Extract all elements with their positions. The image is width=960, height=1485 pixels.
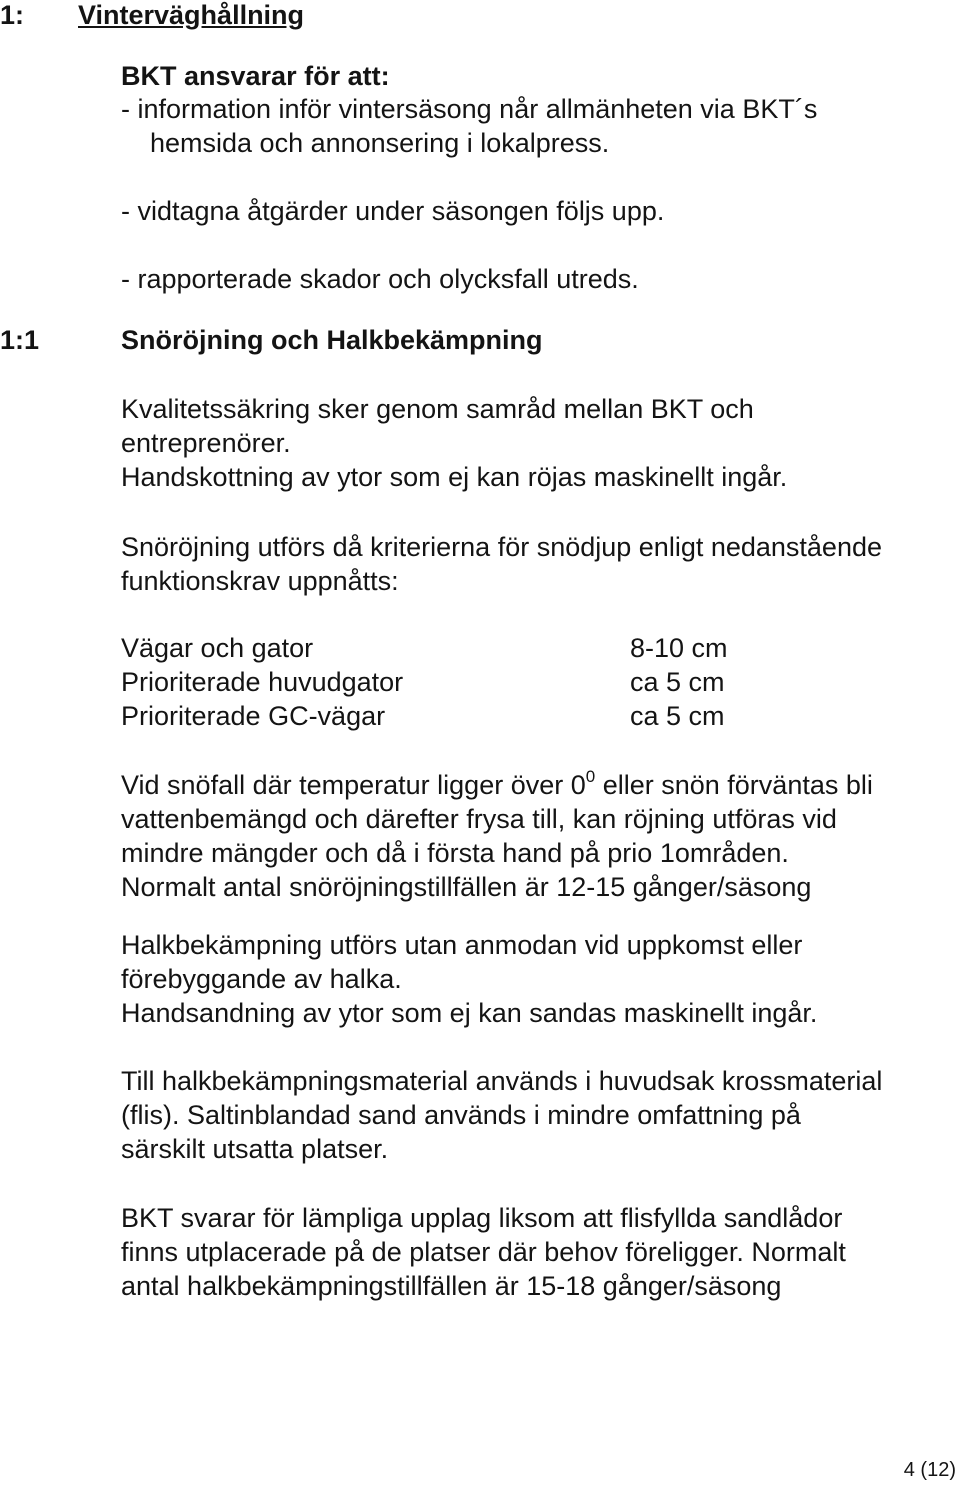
criteria-row-label: Vägar och gator [121, 633, 314, 663]
subsection-title: Snöröjning och Halkbekämpning [121, 325, 543, 355]
snowfall-line-1-end: eller snön förväntas bli [595, 770, 873, 800]
quality-line-3: Handskottning av ytor som ej kan röjas maskinellt ingår. [121, 462, 788, 492]
snowfall-line-1-start: Vid snöfall där temperatur ligger över 0 [121, 770, 586, 800]
quality-line-1: Kvalitetssäkring sker genom samråd mellan BKT och [121, 394, 754, 424]
snowfall-line-2: vattenbemängd och därefter frysa till, kan röjning utföras vid [121, 804, 837, 834]
snowfall-line-4: Normalt antal snöröjningstillfällen är 12-15 gånger/säsong [121, 872, 812, 902]
storage-line-2: finns utplacerade på de platser där behov föreligger. Normalt [121, 1237, 846, 1267]
bkt-item-1-line-2: hemsida och annonsering i lokalpress. [150, 128, 610, 158]
bkt-heading: BKT ansvarar för att: [121, 61, 390, 91]
subsection-number: 1:1 [0, 325, 40, 355]
halk-line-3: Handsandning av ytor som ej kan sandas maskinellt ingår. [121, 998, 818, 1028]
halk-line-1: Halkbekämpning utförs utan anmodan vid uppkomst eller [121, 930, 803, 960]
section-title: Vinterväghållning [78, 0, 305, 30]
snowfall-line-3: mindre mängder och då i första hand på prio 1områden. [121, 838, 789, 868]
criteria-row-value: ca 5 cm [630, 701, 725, 731]
criteria-row-label: Prioriterade GC-vägar [121, 701, 386, 731]
page-number: 4 (12) [903, 1459, 956, 1481]
material-line-2: (flis). Saltinblandad sand används i mindre omfattning på [121, 1100, 801, 1130]
bkt-item-1-line-1: - information inför vintersäsong når allmänheten via BKT´s [121, 94, 818, 124]
criteria-row-label: Prioriterade huvudgator [121, 667, 404, 697]
storage-line-1: BKT svarar för lämpliga upplag liksom att flisfyllda sandlådor [121, 1203, 843, 1233]
criteria-line-1: Snöröjning utförs då kriterierna för snödjup enligt nedanstående [121, 532, 882, 562]
bkt-item-2: - vidtagna åtgärder under säsongen följs upp. [121, 196, 665, 226]
criteria-row-value: ca 5 cm [630, 667, 725, 697]
criteria-line-2: funktionskrav uppnåtts: [121, 566, 399, 596]
section-number: 1: [0, 0, 25, 30]
degree-superscript: 0 [585, 767, 596, 786]
quality-line-2: entreprenörer. [121, 428, 291, 458]
criteria-row-value: 8-10 cm [630, 633, 728, 663]
material-line-3: särskilt utsatta platser. [121, 1134, 389, 1164]
bkt-item-3: - rapporterade skador och olycksfall utreds. [121, 264, 639, 294]
halk-line-2: förebyggande av halka. [121, 964, 402, 994]
snowfall-line-1 [121, 768, 873, 806]
storage-line-3: antal halkbekämpningstillfällen är 15-18 gånger/säsong [121, 1271, 782, 1301]
material-line-1: Till halkbekämpningsmaterial används i huvudsak krossmaterial [121, 1066, 883, 1096]
